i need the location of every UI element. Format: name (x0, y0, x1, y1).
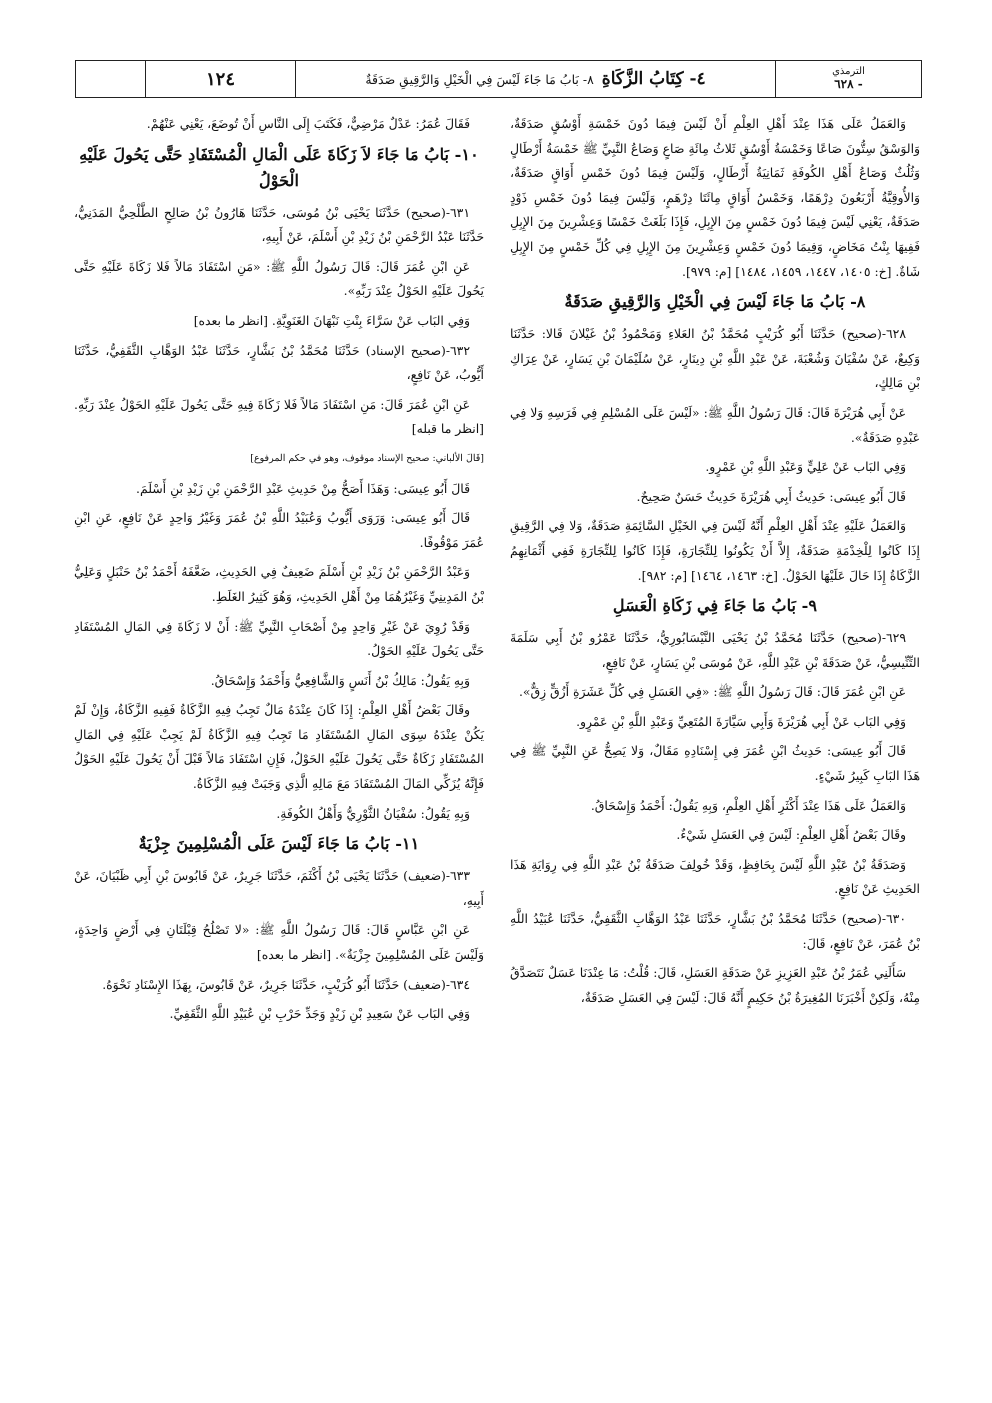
editor-note: [قَالَ الألباني: صحيح الإسناد موقوف، وهو في حكم المرفوع] (250, 452, 484, 464)
text-paragraph: وَفِي البَاب عَنْ أَبِي هُرَيْرَةَ وَأَبِي سَيَّارَةَ المُتَعِيِّ وَعَبْدِ اللَّهِ بْنِ عَمْرٍو. (576, 713, 906, 729)
header-empty-cell (76, 61, 146, 97)
chapter-sub-title: ٨- بَابُ مَا جَاءَ لَيْسَ فِي الْخَيْلِ وَالرَّقِيقِ صَدَقَةٌ (365, 71, 594, 87)
hadith-reference: ٦٢٨ - (834, 76, 863, 91)
chapter-heading: ١١- بَابُ مَا جَاءَ لَيْسَ عَلَى الْمُسْلِمِينَ جِزْيَةٌ (138, 834, 420, 854)
text-paragraph: وَفِي البَاب عَنْ سَرَّاءَ بِنْتِ نَبْهَانَ الغَنَوِيَّةِ. [انظر ما بعده] (193, 312, 470, 328)
page-header (75, 60, 922, 98)
text-paragraph: عَنِ ابْنِ عَبَّاسٍ قَالَ: قَالَ رَسُولُ اللَّهِ ﷺ: «لا تَصْلُحُ قِبْلَتَانِ فِي أَرْضٍ وَاحِدَةٍ، وَلَيْسَ عَلَى المُسْلِمِينَ جِزْيَةٌ». [انظر ما بعده] (74, 922, 484, 963)
chapter-heading: ١٠- بَابُ مَا جَاءَ لاَ زَكَاةَ عَلَى الْمَالِ الْمُسْتَفَادِ حَتَّى يَحُولَ عَلَيْهِ الْحَوْلُ (79, 144, 479, 190)
text-paragraph: وَالعَمَلُ عَلَى هَذَا عِنْدَ أَهْلِ العِلْمِ أَنْ لَيْسَ فِيمَا دُونَ خَمْسَةِ أَوْسُقٍ صَدَقَةٌ، وَالوَسْقُ سِتُّونَ صَاعًا وَخَمْسَةُ أَوْسُقٍ ثَلاثُ مِائَةِ صَاعٍ وَصَاعُ النَّبِيِّ ﷺ خَمْسَةُ أَرْطَالٍ وَثُلُثٌ وَصَاعُ أَهْلِ الكُوفَةِ ثَمَانِيَةُ أَرْطَالٍ، وَلَيْسَ فِيمَا دُونَ خَمْسِ أَوَاقٍ صَدَقَةٌ، وَالأُوقِيَّةُ أَرْبَعُونَ دِرْهَمًا، وَخَمْسُ أَوَاقٍ مِائَتَا دِرْهَمٍ، وَلَيْسَ فِيمَا دُونَ خَمْسِ ذَوْدٍ صَدَقَةٌ، يَعْنِي لَيْسَ فِيمَا دُونَ خَمْسٍ مِنَ الإِبِلِ، فَإِذَا بَلَغَتْ خَمْسًا وَعِشْرِينَ مِنَ الإِبِلِ فَفِيهَا بِنْتُ مَخَاضٍ، وَفِيمَا دُونَ خَمْسٍ وَعِشْرِينَ مِنَ الإِبِلِ فِي كُلِّ خَمْسٍ مِنَ الإِبِلِ شَاةٌ. [خ: ١٤٠٥، ١٤٤٧، ١٤٥٩، ١٤٨٤] [م: ٩٧٩]. (510, 116, 920, 279)
text-paragraph: عَنِ ابْنِ عُمَرَ قَالَ: قَالَ رَسُولُ اللَّهِ ﷺ: «فِي العَسَلِ فِي كُلِّ عَشَرَةِ أَزُقٍّ زِقٌّ». (518, 684, 906, 700)
text-paragraph: وَبِهِ يَقُولُ: مَالِكُ بْنُ أَنَسٍ وَالشَّافِعِيُّ وَأَحْمَدُ وَإِسْحَاقُ. (210, 672, 470, 688)
text-paragraph: وَبِهِ يَقُولُ: سُفْيَانُ الثَّوْرِيُّ وَأَهْلُ الكُوفَةِ. (276, 805, 470, 821)
chapter-main-title: ٤- كِتَابُ الزَّكَاةِ (601, 69, 706, 89)
text-paragraph: وَالعَمَلُ عَلَيْهِ عِنْدَ أَهْلِ العِلْمِ أَنَّهُ لَيْسَ فِي الخَيْلِ السَّائِمَةِ صَدَقَةٌ، وَلا فِي الرَّقِيقِ إِذَا كَانُوا لِلْخِدْمَةِ صَدَقَةٌ، إِلاَّ أَنْ يَكُونُوا لِلتِّجَارَةِ، فَإِذَا كَانُوا لِلتِّجَارَةِ فَفِي أَثْمَانِهِمُ الزَّكَاةُ إِذَا حَالَ عَلَيْهَا الحَوْلُ. [خ: ١٤٦٣، ١٤٦٤] [م: ٩٨٢]. (510, 518, 920, 583)
text-paragraph: وَفِي البَاب عَنْ سَعِيدِ بْنِ زَيْدٍ وَجَدِّ حَرْبِ بْنِ عُبَيْدِ اللَّهِ الثَّقَفِيِّ. (169, 1006, 470, 1022)
text-paragraph: قَالَ أَبُو عِيسَى: حَدِيثُ ابْنِ عُمَرَ فِي إِسْنَادِهِ مَقَالٌ، وَلا يَصِحُّ عَنِ النَّبِيِّ ﷺ فِي هَذَا البَابِ كَبِيرُ شَيْءٍ. (510, 743, 920, 784)
text-paragraph: وَقَدْ رُوِيَ عَنْ غَيْرِ وَاحِدٍ مِنْ أَصْحَابِ النَّبِيِّ ﷺ: أَنْ لا زَكَاةَ فِي المَالِ المُسْتَفَادِ حَتَّى يَحُولَ عَلَيْهِ الحَوْلُ. (74, 618, 484, 659)
collection-name: الترمذي (832, 66, 865, 78)
text-paragraph: قَالَ أَبُو عِيسَى: حَدِيثُ أَبِي هُرَيْرَةَ حَدِيثٌ حَسَنٌ صَحِيحٌ. (636, 488, 906, 504)
text-paragraph: فَقَالَ عُمَرُ: عَدْلٌ مَرْضِيٌّ، فَكَتَبَ إِلَى النَّاسِ أَنْ تُوضَعَ، يَعْنِي عَنْهُمْ. (146, 116, 470, 131)
text-paragraph: ٦٣٤-(ضعيف) حَدَّثَنَا أَبُو كُرَيْبٍ، حَدَّثَنَا جَرِيرٌ، عَنْ قَابُوسَ، بِهَذَا الإِسْنَادِ نَحْوَهُ. (102, 976, 470, 992)
text-paragraph: وَالعَمَلُ عَلَى هَذَا عِنْدَ أَكْثَرِ أَهْلِ العِلْمِ، وَبِهِ يَقُولُ: أَحْمَدُ وَإِسْحَاقُ. (590, 797, 906, 813)
text-paragraph: قَالَ أَبُو عِيسَى: وَهَذَا أَصَحُّ مِنْ حَدِيثِ عَبْدِ الرَّحْمَنِ بْنِ زَيْدِ بْنِ أَسْلَمَ. (136, 480, 470, 496)
text-paragraph: عَنْ أَبِي هُرَيْرَةَ قَالَ: قَالَ رَسُولُ اللَّهِ ﷺ: «لَيْسَ عَلَى المُسْلِمِ فِي فَرَسِهِ وَلا فِي عَبْدِهِ صَدَقَةٌ». (510, 404, 920, 445)
text-paragraph: قَالَ أَبُو عِيسَى: وَرَوَى أَيُّوبُ وَعُبَيْدُ اللَّهِ بْنُ عُمَرَ وَغَيْرُ وَاحِدٍ عَنْ نَافِعٍ، عَنِ ابْنِ عُمَرَ مَوْقُوفًا. (74, 510, 484, 550)
text-paragraph: عَنِ ابْنِ عُمَرَ قَالَ: قَالَ رَسُولُ اللَّهِ ﷺ: «مَنِ اسْتَفَادَ مَالاً فَلا زَكَاةَ عَلَيْهِ حَتَّى يَحُولَ عَلَيْهِ الحَوْلُ عِنْدَ رَبِّهِ». (74, 258, 484, 299)
chapter-heading: ٨- بَابُ مَا جَاءَ لَيْسَ فِي الْخَيْلِ وَالرَّقِيقِ صَدَقَةٌ (564, 292, 866, 312)
text-paragraph: ٦٣٢-(صحيح الإسناد) حَدَّثَنَا مُحَمَّدُ بْنُ بَشَّارٍ، حَدَّثَنَا عَبْدُ الوَهَّابِ الثَّقَفِيُّ، حَدَّثَنَا أَيُّوبُ، عَنْ نَافِعٍ، (74, 342, 484, 383)
text-paragraph: وَعَبْدُ الرَّحْمَنِ بْنُ زَيْدِ بْنِ أَسْلَمَ ضَعِيفٌ فِي الحَدِيثِ، ضَعَّفَهُ أَحْمَدُ بْنُ حَنْبَلٍ وَعَلِيُّ بْنُ المَدِينِيِّ وَغَيْرُهُمَا مِنْ أَهْلِ الحَدِيثِ، وَهُوَ كَثِيرُ الغَلَطِ. (74, 564, 484, 604)
text-paragraph: ٦٢٩-(صحيح) حَدَّثَنَا مُحَمَّدُ بْنُ يَحْيَى النَّيْسَابُورِيُّ، حَدَّثَنَا عَمْرُو بْنُ أَبِي سَلَمَةَ التِّنِّيسِيُّ، عَنْ صَدَقَةَ بْنِ عَبْدِ اللَّهِ، عَنْ مُوسَى بْنِ يَسَارٍ، عَنْ نَافِعٍ، (510, 630, 920, 670)
left-text-column (74, 112, 484, 1032)
text-paragraph: ٦٣١-(صحيح) حَدَّثَنَا يَحْيَى بْنُ مُوسَى، حَدَّثَنَا هَارُونُ بْنُ صَالِحٍ الطَّلْحِيُّ المَدَنِيُّ، حَدَّثَنَا عَبْدُ الرَّحْمَنِ بْنُ زَيْدِ بْنِ أَسْلَمَ، عَنْ أَبِيهِ، (74, 204, 484, 245)
chapter-heading: ٩- بَابُ مَا جَاءَ فِي زَكَاةِ الْعَسَلِ (612, 596, 818, 616)
text-paragraph: وقَالَ بَعْضُ أَهْلِ العِلْمِ: إِذَا كَانَ عِنْدَهُ مَالٌ تَجِبُ فِيهِ الزَّكَاةُ فَفِيهِ الزَّكَاةُ، وَإِنْ لَمْ يَكُنْ عِنْدَهُ سِوَى المَالِ المُسْتَفَادِ مَا تَجِبُ فِيهِ الزَّكَاةُ لَمْ يَجِبْ عَلَيْهِ فِي المَالِ المُسْتَفَادِ زَكَاةٌ حَتَّى يَحُولَ عَلَيْهِ الحَوْلُ، فَإِنِ اسْتَفَادَ مَالاً قَبْلَ أَنْ يَحُولَ عَلَيْهِ الحَوْلُ فَإِنَّهُ يُزَكِّي المَالَ المُسْتَفَادَ مَعَ مَالِهِ الَّذِي وَجَبَتْ فِيهِ الزَّكَاةُ. (74, 702, 484, 792)
text-paragraph: وَصَدَقَةُ بْنُ عَبْدِ اللَّهِ لَيْسَ بِحَافِظٍ، وَقَدْ خُولِفَ صَدَقَةُ بْنُ عَبْدِ اللَّهِ فِي رِوَايَةِ هَذَا الحَدِيثِ عَنْ نَافِعٍ. (510, 856, 920, 897)
text-paragraph: ٦٣٣-(ضعيف) حَدَّثَنَا يَحْيَى بْنُ أَكْثَمَ، حَدَّثَنَا جَرِيرٌ، عَنْ قَابُوسَ بْنِ أَبِي ظَبْيَانَ، عَنْ أَبِيهِ، (74, 868, 484, 908)
page-number: ١٢٤ (146, 61, 296, 97)
chapter-title (296, 61, 776, 97)
right-text-column (510, 112, 920, 1015)
text-paragraph: عَنِ ابْنِ عُمَرَ قَالَ: مَنِ اسْتَفَادَ مَالاً فَلا زَكَاةَ فِيهِ حَتَّى يَحُولَ عَلَيْهِ الحَوْلُ عِنْدَ رَبِّهِ. [انظر ما قبله] (74, 396, 484, 437)
text-paragraph: ٦٢٨-(صحيح) حَدَّثَنَا أَبُو كُرَيْبٍ مُحَمَّدُ بْنُ العَلاءِ وَمَحْمُودُ بْنُ غَيْلانَ قَالا: حَدَّثَنَا وَكِيعٌ، عَنْ سُفْيَانَ وَشُعْبَةَ، عَنْ عَبْدِ اللَّهِ بْنِ دِينَارٍ، عَنْ سُلَيْمَانَ بْنِ يَسَارٍ، عَنْ عِرَاكِ بْنِ مَالِكٍ، (510, 326, 920, 391)
text-paragraph: وَفِي البَاب عَنْ عَلِيٍّ وَعَبْدِ اللَّهِ بْنِ عَمْرٍو. (705, 459, 906, 475)
collection-reference (776, 61, 921, 97)
text-paragraph: وقَالَ بَعْضُ أَهْلِ العِلْمِ: لَيْسَ فِي العَسَلِ شَيْءٌ. (676, 827, 906, 843)
text-paragraph: سَأَلَنِي عُمَرُ بْنُ عَبْدِ العَزِيزِ عَنْ صَدَقَةِ العَسَلِ، قَالَ: قُلْتُ: مَا عِنْدَنَا عَسَلٌ نَتَصَدَّقُ مِنْهُ، وَلَكِنْ أَخْبَرَنَا المُغِيرَةُ بْنُ حَكِيمٍ أَنَّهُ قَالَ: لَيْسَ فِي العَسَلِ صَدَقَةٌ، (510, 965, 920, 1005)
text-paragraph: ٦٣٠-(صحيح) حَدَّثَنَا مُحَمَّدُ بْنُ بَشَّارٍ، حَدَّثَنَا عَبْدُ الوَهَّابِ الثَّقَفِيُّ، حَدَّثَنَا عُبَيْدُ اللَّهِ بْنُ عُمَرَ، عَنْ نَافِعٍ، قَالَ: (510, 911, 920, 951)
